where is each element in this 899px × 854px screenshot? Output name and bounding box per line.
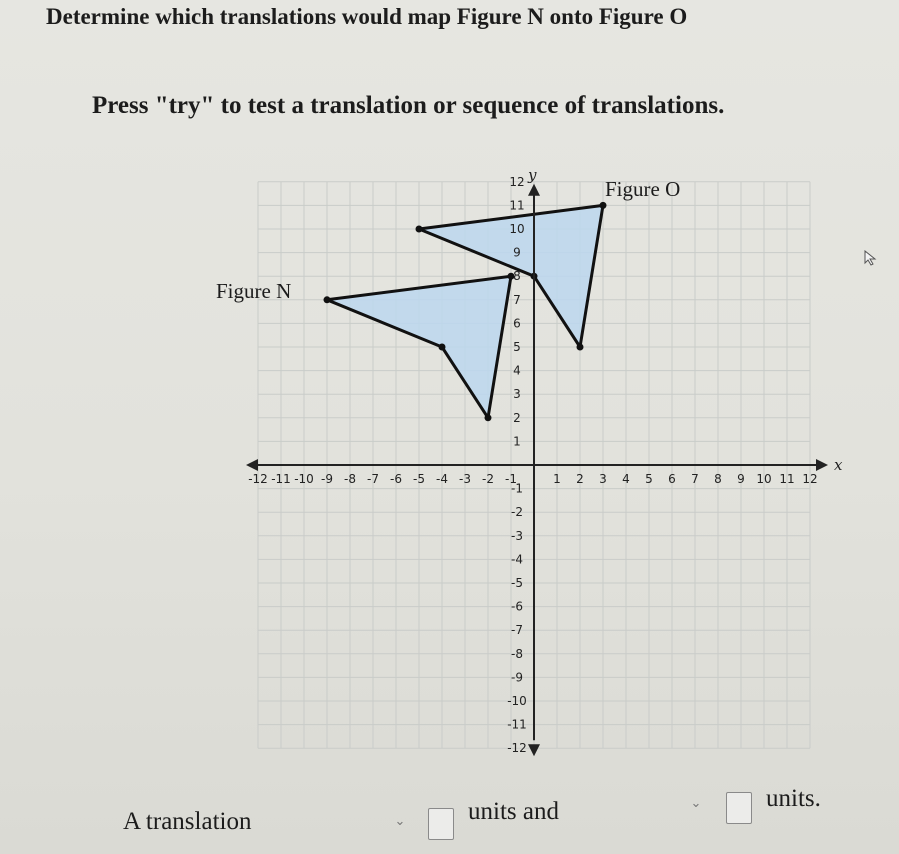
x-tick-label: -8 <box>344 472 356 486</box>
x-axis-right-arrow <box>816 459 828 471</box>
y-tick-label: 11 <box>509 198 525 213</box>
x-tick-label: -12 <box>248 472 268 486</box>
y-axis-bottom-arrow <box>528 744 540 756</box>
mouse-cursor-icon <box>864 250 878 270</box>
y-tick-label: -4 <box>511 552 523 567</box>
chevron-down-icon: ⌄ <box>394 813 406 828</box>
y-tick-label: -7 <box>511 623 523 638</box>
y-tick-label: 8 <box>513 269 521 284</box>
x-tick-label: 3 <box>599 472 607 486</box>
x-tick-label: 7 <box>691 472 699 486</box>
y-tick-label: -5 <box>511 576 523 590</box>
x-tick-label: -4 <box>436 472 448 486</box>
figure-n-label: Figure N <box>216 279 292 303</box>
y-tick-label: -6 <box>511 599 523 614</box>
x-tick-label: 8 <box>714 472 722 486</box>
y-tick-label: 10 <box>509 222 525 236</box>
x-tick-label: -6 <box>390 472 402 486</box>
x-tick-label: -7 <box>367 472 379 486</box>
x-tick-label: 6 <box>668 472 676 486</box>
figure-vertex <box>577 344 584 351</box>
x-tick-label: 2 <box>576 472 584 486</box>
y-tick-label: 3 <box>513 387 521 402</box>
x-axis-left-arrow <box>246 459 258 471</box>
y-axis-top-arrow <box>528 184 540 196</box>
x-tick-label: 12 <box>802 472 818 486</box>
distance-1-input[interactable] <box>428 808 454 840</box>
figure-vertex <box>485 414 492 421</box>
x-tick-label: 9 <box>737 472 745 486</box>
figure-o-label: Figure O <box>605 177 681 201</box>
x-tick-label: -1 <box>505 472 517 486</box>
y-tick-label: 6 <box>513 316 521 331</box>
x-tick-label: -5 <box>413 472 425 486</box>
direction-1-dropdown[interactable] <box>388 810 412 832</box>
direction-2-dropdown[interactable] <box>684 792 708 814</box>
x-tick-label: 1 <box>553 472 561 486</box>
y-tick-label: 7 <box>513 292 521 307</box>
figure-vertex <box>324 296 331 303</box>
y-tick-label: -8 <box>511 646 523 661</box>
y-tick-label: -9 <box>511 670 523 685</box>
answer-row <box>0 785 899 850</box>
y-tick-label: -1 <box>511 481 523 496</box>
distance-2-input[interactable] <box>726 792 752 824</box>
figure-vertex <box>416 226 423 233</box>
chevron-down-icon: ⌄ <box>690 795 702 810</box>
y-tick-label: -12 <box>507 741 527 756</box>
y-tick-label: -10 <box>507 694 527 708</box>
instruction-text: Determine which translations would map Figure N onto Figure O <box>46 4 688 29</box>
x-tick-label: -2 <box>482 472 494 486</box>
answer-suffix: units. <box>766 785 821 812</box>
figure-vertex <box>600 202 607 209</box>
x-tick-label: -3 <box>459 472 471 486</box>
x-tick-label: 10 <box>756 472 772 486</box>
answer-prefix: A translation <box>123 808 252 835</box>
figure-vertex <box>439 344 446 351</box>
x-tick-label: -10 <box>294 472 314 486</box>
prompt-text: Press "try" to test a translation or sequence of translations. <box>92 92 725 119</box>
y-tick-label: 2 <box>513 410 521 425</box>
y-tick-label: -2 <box>511 505 523 520</box>
y-tick-label: -3 <box>511 528 523 543</box>
y-tick-label: 1 <box>513 434 521 449</box>
x-tick-label: -9 <box>321 472 333 486</box>
y-tick-label: 9 <box>513 245 521 260</box>
y-tick-label: 4 <box>513 363 521 378</box>
x-tick-label: 5 <box>645 472 653 486</box>
y-tick-label: 5 <box>513 340 521 354</box>
y-tick-label: 12 <box>509 174 525 189</box>
x-tick-label: -11 <box>271 472 291 486</box>
answer-middle: units and <box>468 798 559 825</box>
x-axis-label: x <box>834 456 843 474</box>
y-axis-label: y <box>528 165 537 184</box>
y-tick-label: -11 <box>507 717 527 732</box>
x-tick-label: 11 <box>779 472 795 486</box>
x-tick-label: 4 <box>622 472 630 486</box>
